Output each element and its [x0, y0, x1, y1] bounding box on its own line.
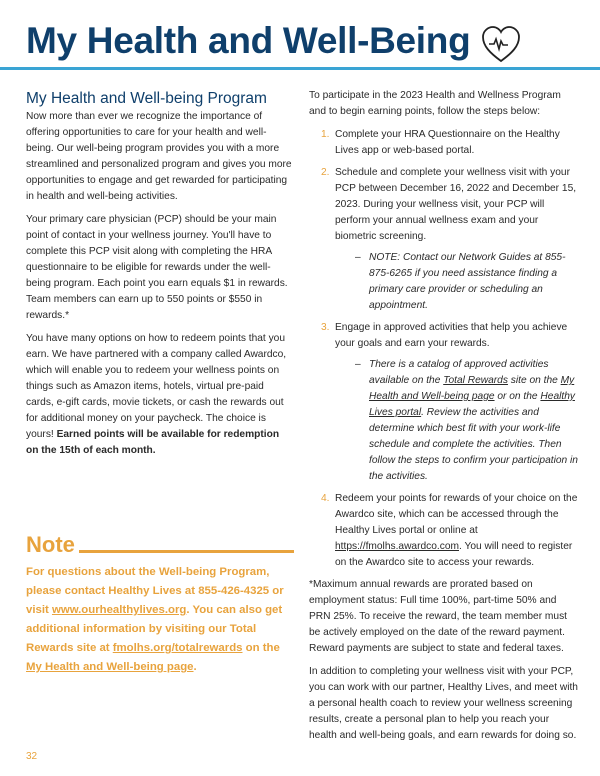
right-column [309, 88, 579, 751]
awardco-link[interactable]: https://fmolhs.awardco.com [335, 541, 459, 552]
wellbeing-page-link[interactable]: My Health and Well-being page [26, 661, 194, 673]
note-divider [79, 550, 294, 553]
section-heading: My Health and Well-being Program [26, 90, 267, 107]
step-2-note: – NOTE: Contact our Network Guides at 855-875-6265 if you need assistance finding a primary care provider or scheduling an appointment. [355, 252, 566, 311]
footnote: *Maximum annual rewards are prorated based on employment status: Full time 100%, part-time 50% and PRN 25%. To receive the reward, the team member must be actively employed on the date of the reward payment. Reward payments are subject to state and federal taxes. [309, 579, 567, 654]
note-title: Note [26, 532, 75, 557]
totalrewards-link[interactable]: fmolhs.org/totalrewards [112, 642, 243, 654]
step-2: 2. Schedule and complete your wellness visit with your PCP between December 16, 2022 and December 15, 2023. During your wellness visit, your PCP will perform your annual wellness exam and your biometric screening. – NOTE: Contact our Network Guides at 855-875-6265 if you need assistance finding a primary care provider or scheduling an appointment. [309, 165, 579, 314]
ourhealthylives-link[interactable]: www.ourhealthylives.org [51, 604, 187, 616]
page-title: My Health and Well-Being [26, 20, 471, 61]
redemption-note: Earned points will be available for redemption on the 15th of each month. [26, 429, 280, 456]
note-box [26, 533, 294, 677]
step-1: 1. Complete your HRA Questionnaire on the Healthy Lives app or web-based portal. [321, 129, 560, 156]
heart-pulse-icon [480, 24, 522, 64]
pcp-paragraph: Your primary care physician (PCP) should be your main point of contact in your wellness journey. You'll have to complete this PCP visit along with completing the HRA questionnaire to be eligible for rewards under the well-being program. Each point you earn equals $1 in rewards. Team members can earn up to 550 points or $550 in rewards.* [26, 214, 288, 321]
redeem-paragraph: You have many options on how to redeem points that you earn. We have partnered with a company called Awardco, which will enable you to redeem your wellness points on things such as Amazon items, hotels, virtual pre-paid cards, e-gift cards, movie tickets, or cash the rewards out for additional money on your paycheck. The choice is yours! Earned points will be available for redemption on the 15th of each month. [26, 333, 287, 456]
healthy-lives-portal-link[interactable]: Healthy Lives portal [369, 391, 575, 418]
closing-paragraph: In addition to completing your wellness visit with your PCP, you can work with our partner, Healthy Lives, and meet with a personal health coach to review your wellness screening results, create a personal plan to help you reach your health and well-being goals, and earn rewards for doing so. [309, 666, 578, 741]
step-3: 3. Engage in approved activities that help you achieve your goals and earn your rewards. – There is a catalog of approved activities available on the Total Rewards site on the My Health and Well-being page or on the Healthy Lives portal. Review the activities and determine which best fit with your work-life schedule and complete the activities. Then follow the steps to confirm your participation in the activities. [309, 320, 579, 485]
left-column [26, 90, 294, 466]
my-health-page-link[interactable]: My Health and Well-being page [369, 375, 575, 402]
intro-paragraph: Now more than ever we recognize the importance of offering opportunities to care for your health and well-being. Our well-being program provides you with a more streamlined and personalized program and gives you more opportunities to engage and get rewarded for participating in health and well-being activities. [26, 111, 292, 202]
header-rule [0, 67, 600, 70]
total-rewards-link[interactable]: Total Rewards [443, 375, 508, 386]
step-3-note: – There is a catalog of approved activities available on the Total Rewards site on the My Health and Well-being page or on the Healthy Lives portal. Review the activities and determine which best fit with your work-life schedule and complete the activities. Then follow the steps to confirm your participation in the activities. [355, 359, 578, 482]
note-body: For questions about the Well-being Program, please contact Healthy Lives at 855-426-4325 or visit www.ourhealthylives.org. You can also get additional information by visiting our Total Rewards site at fmolhs.org/totalrewards on the My Health and Well-being page. [26, 566, 284, 673]
steps-list [309, 127, 579, 571]
steps-intro: To participate in the 2023 Health and Wellness Program and to begin earning points, follow the steps below: [309, 90, 561, 117]
page-number: 32 [26, 751, 38, 762]
step-4: 4. Redeem your points for rewards of your choice on the Awardco site, which can be accessed through the Healthy Lives portal or online at https://fmolhs.awardco.com. You will need to register on the Awardco site to access your rewards. [321, 493, 578, 568]
